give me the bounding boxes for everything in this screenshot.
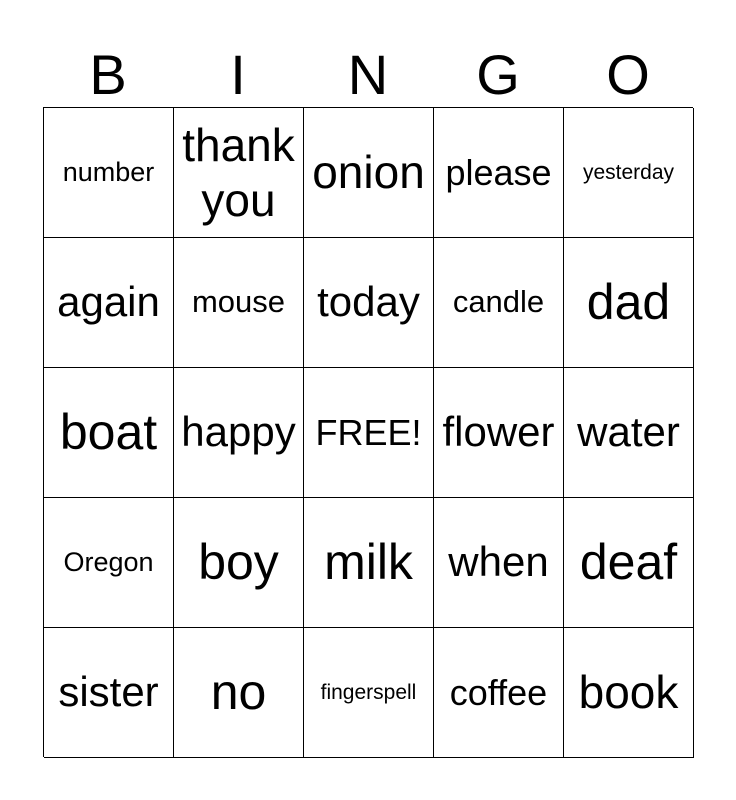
bingo-cell-r2-c1[interactable]: again [44, 238, 174, 368]
bingo-cell-r1-c4[interactable]: please [434, 108, 564, 238]
header-letter-b: B [89, 43, 127, 106]
bingo-cell-r3-c1[interactable]: boat [44, 368, 174, 498]
header-letter-g: G [476, 43, 520, 106]
bingo-cell-r2-c5[interactable]: dad [564, 238, 694, 368]
bingo-cell-r5-c5[interactable]: book [564, 628, 694, 758]
bingo-cell-r5-c2[interactable]: no [174, 628, 304, 758]
bingo-cell-r5-c4[interactable]: coffee [434, 628, 564, 758]
bingo-cell-r4-c2[interactable]: boy [174, 498, 304, 628]
header-letter-o: O [606, 43, 650, 106]
header-letter-i: I [230, 43, 246, 106]
bingo-cell-r4-c5[interactable]: deaf [564, 498, 694, 628]
bingo-cell-r2-c4[interactable]: candle [434, 238, 564, 368]
bingo-cell-r5-c3[interactable]: fingerspell [304, 628, 434, 758]
bingo-header [43, 42, 693, 108]
bingo-cell-r3-c3-free[interactable]: FREE! [304, 368, 434, 498]
bingo-card-grid [43, 107, 693, 757]
bingo-cell-r2-c3[interactable]: today [304, 238, 434, 368]
bingo-cell-r5-c1[interactable]: sister [44, 628, 174, 758]
bingo-cell-r3-c5[interactable]: water [564, 368, 694, 498]
bingo-cell-r1-c3[interactable]: onion [304, 108, 434, 238]
bingo-cell-r1-c5[interactable]: yesterday [564, 108, 694, 238]
bingo-cell-r4-c4[interactable]: when [434, 498, 564, 628]
bingo-cell-r2-c2[interactable]: mouse [174, 238, 304, 368]
bingo-cell-r4-c3[interactable]: milk [304, 498, 434, 628]
bingo-cell-r1-c2[interactable]: thank you [174, 108, 304, 238]
header-letter-n: N [347, 43, 389, 106]
bingo-cell-r3-c2[interactable]: happy [174, 368, 304, 498]
bingo-cell-r3-c4[interactable]: flower [434, 368, 564, 498]
bingo-cell-r4-c1[interactable]: Oregon [44, 498, 174, 628]
bingo-cell-r1-c1[interactable]: number [44, 108, 174, 238]
